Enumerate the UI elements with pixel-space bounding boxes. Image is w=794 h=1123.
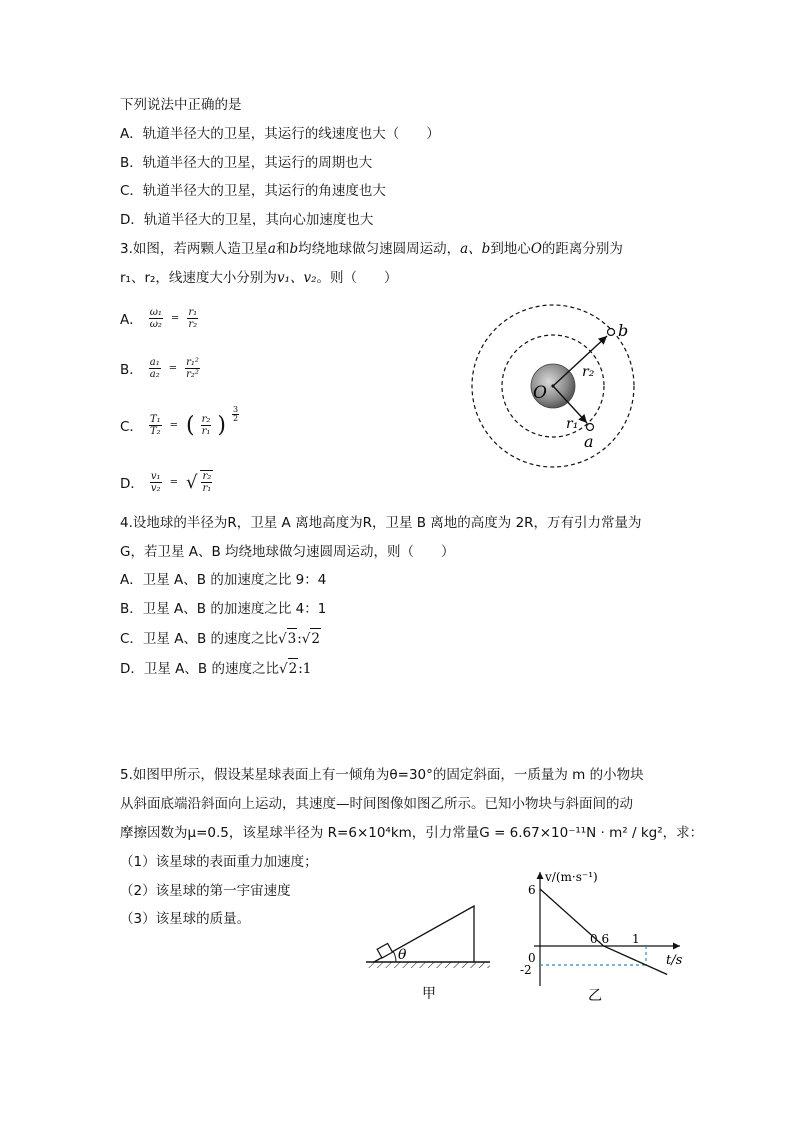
q3-option-d[interactable]: D． $\frac{\text{v₁}}{\text{v₂}}$ = √ $\frac{\text{r₂}}{\text{r₁}}$ xyxy=(120,470,212,494)
q4-option-b[interactable]: B．卫星 A、B 的加速度之比 4：1 xyxy=(120,601,327,617)
q1-option-d[interactable]: D．轨道半径大的卫星，其向心加速度也大 xyxy=(120,212,374,228)
q4-option-d[interactable]: D．卫星 A、B 的速度之比√2:1 xyxy=(120,658,311,679)
x-tick-label-0.6: 0.6 xyxy=(590,932,610,946)
q1-option-a[interactable]: A．轨道半径大的卫星，其运行的线速度也大（ ） xyxy=(120,126,440,142)
q5-stem-line3: 摩擦因数为μ=0.5，该星球半径为 R=6×10⁴km，引力常量G = 6.67×10⁻¹¹N · m² / kg²，求： xyxy=(120,825,704,841)
q3-option-a[interactable]: A． $\frac{\text{ω₁}}{\text{ω₂}}$ = $\frac{\text{r₁}}{\text{r₂}}$ xyxy=(120,306,198,330)
x-tick-label-1: 1 xyxy=(632,932,640,946)
intro-text: 下列说法中正确的是 xyxy=(120,97,242,113)
x-axis-label: t/s xyxy=(666,953,683,968)
y-tick-label-neg2: -2 xyxy=(520,963,532,977)
q5-sub-1: （1）该星球的表面重力加速度； xyxy=(120,854,318,870)
q4-option-a[interactable]: A．卫星 A、B 的加速度之比 9：4 xyxy=(120,572,327,588)
q4-stem-line2: G，若卫星 A、B 均绕地球做匀速圆周运动，则（ ） xyxy=(120,544,455,560)
label-b: b xyxy=(618,321,629,340)
label-r1: r₁ xyxy=(566,416,579,432)
ground-hatch xyxy=(366,962,490,968)
angle-arc xyxy=(393,951,396,962)
q3-stem-line1: 3.如图，若两颗人造卫星a和b均绕地球做匀速圆周运动，a、b到地心O的距离分别为 xyxy=(120,241,623,257)
q3-option-c[interactable]: C． $\frac{\text{T₁}}{\text{T₂}}$ = ( $\frac{\text{r₂}}{\text{r₁}}$ ) $\frac{3}{2}$ xyxy=(120,404,239,438)
q1-option-b[interactable]: B．轨道半径大的卫星，其运行的周期也大 xyxy=(120,155,373,171)
y-axis-label: v/(m·s⁻¹) xyxy=(545,870,598,884)
theta-label: θ xyxy=(398,947,407,963)
satellite-b[interactable] xyxy=(608,329,615,336)
vt-chart xyxy=(512,868,687,1008)
q5-sub-2: （2）该星球的第一宇宙速度 xyxy=(120,883,291,899)
orbit-diagram xyxy=(470,296,640,476)
q1-option-c[interactable]: C．轨道半径大的卫星，其运行的角速度也大 xyxy=(120,183,386,199)
label-r2: r₂ xyxy=(582,364,595,380)
satellite-a[interactable] xyxy=(587,424,594,431)
q5-sub-3: （3）该星球的质量。 xyxy=(120,911,251,927)
origin-tick-label: 0 xyxy=(528,951,536,965)
label-a: a xyxy=(584,432,594,451)
q4-stem-line1: 4.设地球的半径为R，卫星 A 离地高度为R，卫星 B 离地的高度为 2R，万有引力常量为 xyxy=(120,515,642,531)
q5-stem-line2: 从斜面底端沿斜面向上运动，其速度—时间图像如图乙所示。已知小物块与斜面间的动 xyxy=(120,796,633,812)
label-o: O xyxy=(533,383,547,403)
q5-stem-line1: 5.如图甲所示，假设某星球表面上有一倾角为θ=30°的固定斜面，一质量为 m 的小物块 xyxy=(120,767,644,783)
y-tick-label-6: 6 xyxy=(528,883,536,897)
incline-diagram xyxy=(362,898,494,1006)
q3-stem-line2: r₁、r₂，线速度大小分别为v₁、v₂。则（ ） xyxy=(120,270,398,286)
caption-yi: 乙 xyxy=(588,988,602,1004)
block[interactable] xyxy=(377,943,392,958)
q4-option-c[interactable]: C．卫星 A、B 的速度之比√3:√2 xyxy=(120,628,321,649)
caption-jia: 甲 xyxy=(422,986,436,1002)
radius-r2-arrow xyxy=(553,336,607,386)
q3-option-b[interactable]: B． $\frac{\text{a₁}}{\text{a₂}}$ = $\frac{\text{r₁²}}{\text{r₂²}}$ xyxy=(120,356,199,380)
